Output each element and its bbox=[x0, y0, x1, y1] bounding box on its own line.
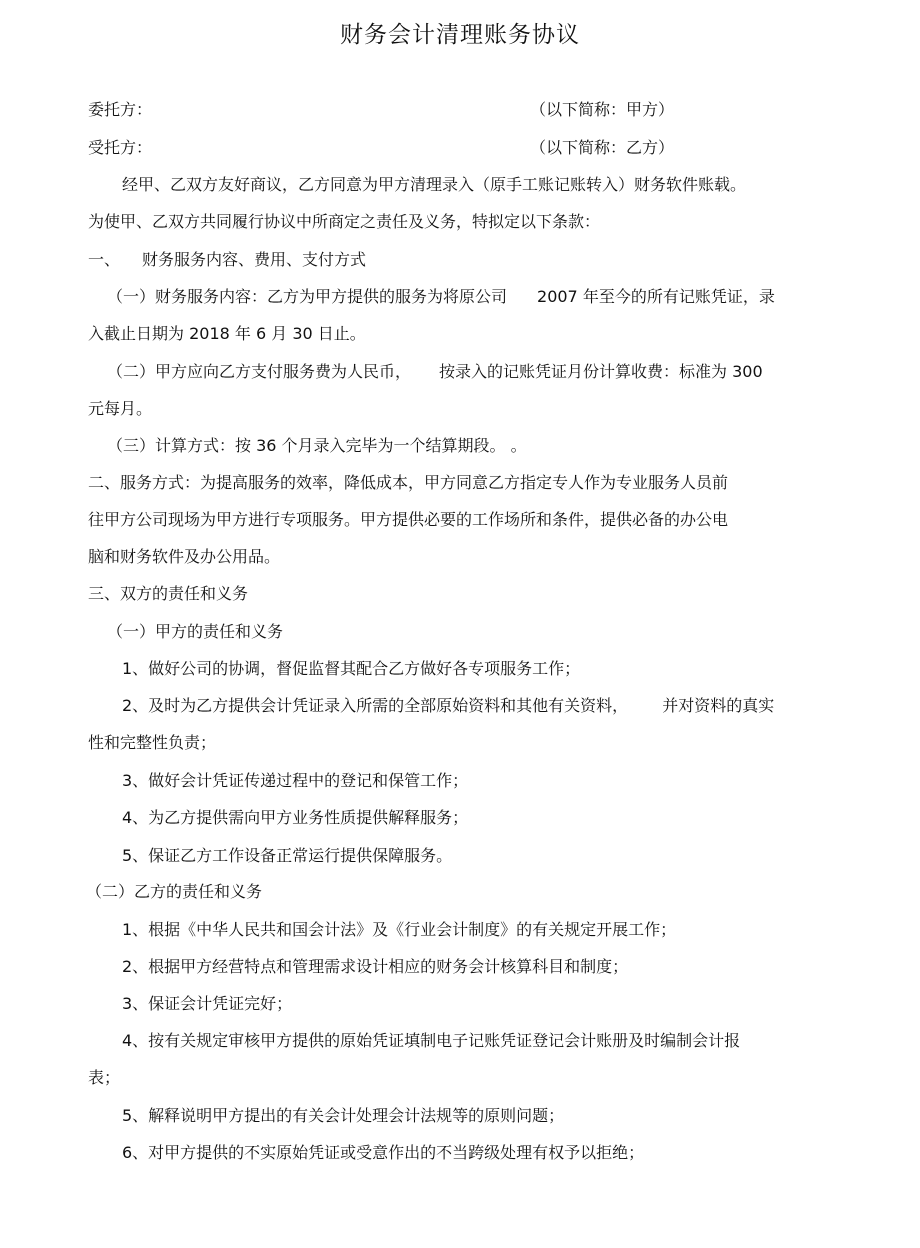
section-3a-item-2 bbox=[122, 695, 774, 717]
section-1-item-1 bbox=[107, 286, 775, 308]
section-3a-item-1: 1、做好公司的协调，督促监督其配合乙方做好各专项服务工作； bbox=[122, 659, 581, 678]
section-3a-item-2-part-2: 并对资料的真实 bbox=[662, 696, 775, 715]
section-3a-item-5: 5、保证乙方工作设备正常运行提供保障服务。 bbox=[122, 846, 453, 865]
section-1-item-1-part-2: 2007 年至今的所有记账凭证，录 bbox=[537, 287, 775, 306]
section-1-number: 一、 bbox=[88, 250, 121, 269]
section-1-item-2-part-2: 按录入的记账凭证月份计算收费：标准为 300 bbox=[439, 362, 763, 381]
document-title: 财务会计清理账务协议 bbox=[340, 22, 580, 48]
section-3a-item-3: 3、做好会计凭证传递过程中的登记和保管工作； bbox=[122, 771, 469, 790]
section-1-item-2 bbox=[107, 361, 763, 383]
section-3b-item-4: 4、按有关规定审核甲方提供的原始凭证填制电子记账凭证登记会计账册及时编制会计报 bbox=[122, 1031, 741, 1050]
section-1-item-3: （三）计算方式：按 36 个月录入完毕为一个结算期段。 。 bbox=[107, 436, 527, 455]
section-3a-item-2-line-2: 性和完整性负责； bbox=[88, 733, 217, 752]
section-1-item-2-part-1: （二）甲方应向乙方支付服务费为人民币， bbox=[107, 362, 412, 381]
section-3b-item-2: 2、根据甲方经营特点和管理需求设计相应的财务会计核算科目和制度； bbox=[122, 957, 629, 976]
section-3b-heading: （二）乙方的责任和义务 bbox=[86, 882, 263, 901]
section-2-line-1: 二、服务方式：为提高服务的效率，降低成本，甲方同意乙方指定专人作为专业服务人员前 bbox=[88, 473, 729, 492]
intro-paragraph-2: 为使甲、乙双方共同履行协议中所商定之责任及义务，特拟定以下条款： bbox=[88, 212, 601, 231]
section-3b-item-4-line-2: 表； bbox=[88, 1068, 121, 1087]
section-3b-item-5: 5、解释说明甲方提出的有关会计处理会计法规等的原则问题； bbox=[122, 1106, 565, 1125]
party-b-note: （以下简称：乙方） bbox=[530, 138, 675, 157]
section-3b-item-1: 1、根据《中华人民共和国会计法》及《行业会计制度》的有关规定开展工作； bbox=[122, 920, 677, 939]
party-b-label: 受托方： bbox=[88, 138, 153, 157]
section-2-line-2: 往甲方公司现场为甲方进行专项服务。甲方提供必要的工作场所和条件，提供必备的办公电 bbox=[88, 510, 729, 529]
section-3a-item-2-part-1: 2、及时为乙方提供会计凭证录入所需的全部原始资料和其他有关资料， bbox=[122, 696, 629, 715]
party-a-note: （以下简称：甲方） bbox=[530, 100, 675, 119]
party-a-label: 委托方： bbox=[88, 100, 153, 119]
section-1-heading bbox=[88, 249, 366, 271]
section-3a-heading: （一）甲方的责任和义务 bbox=[107, 622, 284, 641]
section-1-item-1-line-2: 入截止日期为 2018 年 6 月 30 日止。 bbox=[88, 324, 366, 343]
intro-paragraph-1: 经甲、乙双方友好商议，乙方同意为甲方清理录入（原手工账记账转入）财务软件账载。 bbox=[122, 175, 747, 194]
section-1-item-1-part-1: （一）财务服务内容：乙方为甲方提供的服务为将原公司 bbox=[107, 287, 508, 306]
section-3b-item-6: 6、对甲方提供的不实原始凭证或受意作出的不当跨级处理有权予以拒绝； bbox=[122, 1143, 645, 1162]
section-3-heading: 三、双方的责任和义务 bbox=[88, 584, 249, 603]
section-1-title: 财务服务内容、费用、支付方式 bbox=[142, 250, 367, 269]
section-3a-item-4: 4、为乙方提供需向甲方业务性质提供解释服务； bbox=[122, 808, 469, 827]
section-1-item-2-line-2: 元每月。 bbox=[88, 399, 153, 418]
section-3b-item-3: 3、保证会计凭证完好； bbox=[122, 994, 293, 1013]
section-2-line-3: 脑和财务软件及办公用品。 bbox=[88, 547, 281, 566]
